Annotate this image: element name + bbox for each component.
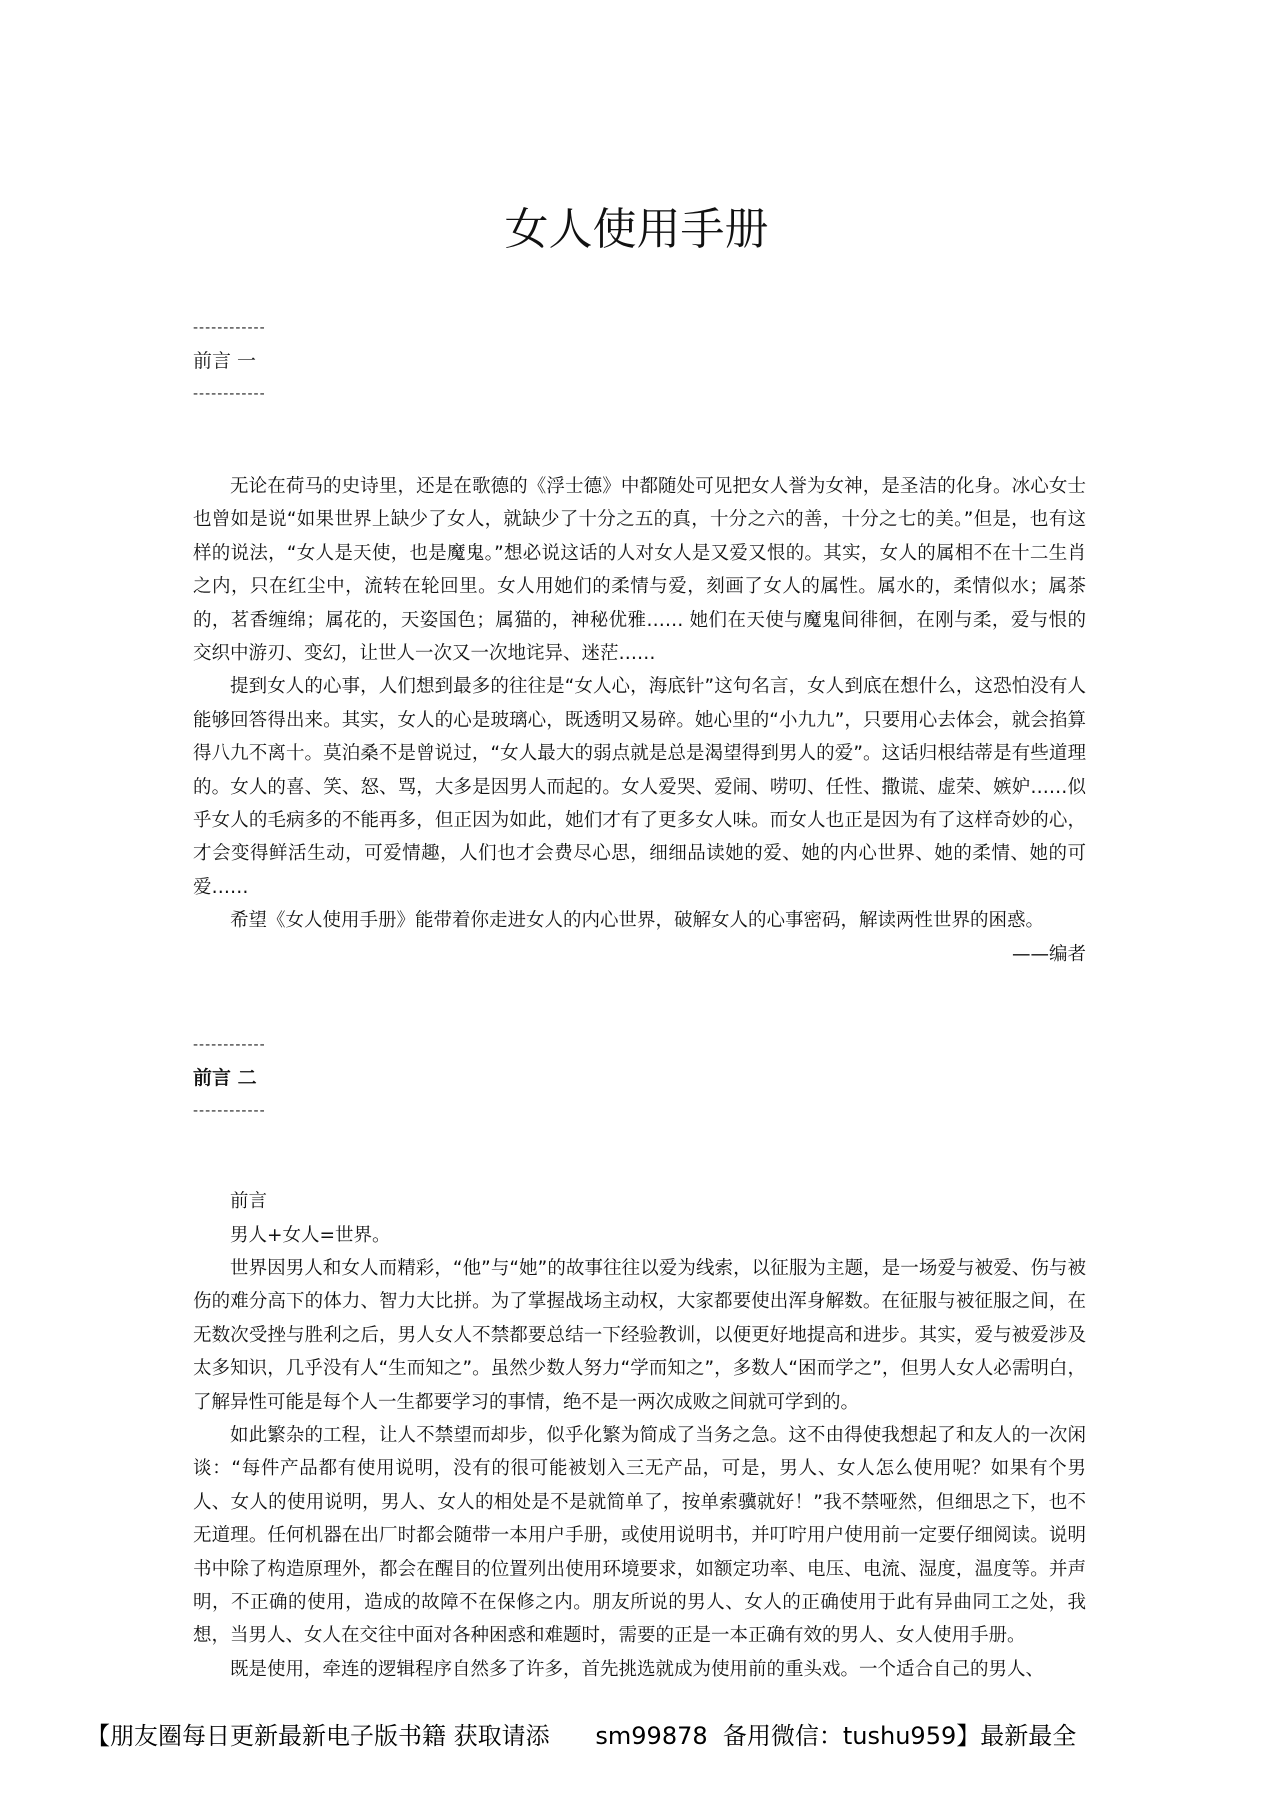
divider-bottom-1: ------------ xyxy=(193,386,266,402)
document-body xyxy=(193,312,1086,1686)
preface-1-signature: ——编者 xyxy=(1011,943,1086,965)
preface-2-heading: 前言 二 xyxy=(193,1067,257,1090)
preface-1-paragraph: 希望《女人使用手册》能带着你走进女人的内心世界，破解女人的心事密码，解读两性世界的困惑。 xyxy=(230,910,1045,932)
preface-1-paragraph: 无论在荷马的史诗里，还是在歌德的《浮士德》中都随处可见把女人誉为女神，是圣洁的化身。冰心女士也曾如是说“如果世界上缺少了女人，就缺少了十分之五的真，十分之六的善，十分之七的美。”但是，也有这样的说法，“女人是天使，也是魔鬼。”想必说这话的人对女人是又爱又恨的。其实，女人的属相不在十二生肖之内，只在红尘中，流转在轮回里。女人用她们的柔情与爱，刻画了女人的属性。属水的，柔情似水；属茶的，茗香缠绵；属花的，天姿国色；属猫的，神秘优雅…… 她们在天使与魔鬼间徘徊，在刚与柔，爱与恨的交织中游刃、变幻，让世人一次又一次地诧异、迷茫…… xyxy=(193,476,1086,665)
preface-1-heading: 前言 一 xyxy=(193,350,257,372)
footer-banner: 【朋友圈每日更新最新电子版书籍 获取请添 sm99878 备用微信：tushu959】最新最全 xyxy=(86,1722,1077,1750)
preface-1-paragraph: 提到女人的心事，人们想到最多的往往是“女人心，海底针”这句名言，女人到底在想什么，这恐怕没有人能够回答得出来。其实，女人的心是玻璃心，既透明又易碎。她心里的“小九九”，只要用心去体会，就会掐算得八九不离十。莫泊桑不是曾说过，“女人最大的弱点就是总是渴望得到男人的爱”。这话归根结蒂是有些道理的。女人的喜、笑、怒、骂，大多是因男人而起的。女人爱哭、爱闹、唠叨、任性、撒谎、虚荣、嫉妒……似乎女人的毛病多的不能再多，但正因为如此，她们才有了更多女人味。而女人也正是因为有了这样奇妙的心，才会变得鲜活生动，可爱情趣，人们也才会费尽心思，细细品读她的爱、她的内心世界、她的柔情、她的可爱…… xyxy=(193,676,1086,898)
divider-bottom-2: ------------ xyxy=(193,1103,266,1120)
divider-top-1: ------------ xyxy=(193,320,266,336)
book-title: 女人使用手册 xyxy=(504,204,769,255)
preface-2-paragraph: 如此繁杂的工程，让人不禁望而却步，似乎化繁为简成了当务之急。这不由得使我想起了和友人的一次闲谈：“每件产品都有使用说明，没有的很可能被划入三无产品，可是，男人、女人怎么使用呢？如果有个男人、女人的使用说明，男人、女人的相处是不是就简单了，按单索骥就好！”我不禁哑然，但细思之下，也不无道理。任何机器在出厂时都会随带一本用户手册，或使用说明书，并叮咛用户使用前一定要仔细阅读。说明书中除了构造原理外，都会在醒目的位置列出使用环境要求，如额定功率、电压、电流、湿度，温度等。并声明，不正确的使用，造成的故障不在保修之内。朋友所说的男人、女人的正确使用于此有异曲同工之处，我想，当男人、女人在交往中面对各种困惑和难题时，需要的正是一本正确有效的男人、女人使用手册。 xyxy=(193,1424,1086,1647)
preface-2-paragraph: 既是使用，牵连的逻辑程序自然多了许多，首先挑选就成为使用前的重头戏。一个适合自己的男人、 xyxy=(230,1658,1045,1680)
preface-2-paragraph: 前言 xyxy=(230,1191,268,1213)
preface-2-paragraph: 世界因男人和女人而精彩，“他”与“她”的故事往往以爱为线索，以征服为主题，是一场爱与被爱、伤与被伤的难分高下的体力、智力大比拼。为了掌握战场主动权，大家都要使出浑身解数。在征服与被征服之间，在无数次受挫与胜利之后，男人女人不禁都要总结一下经验教训，以便更好地提高和进步。其实，爱与被爱涉及太多知识，几乎没有人“生而知之”。虽然少数人努力“学而知之”，多数人“困而学之”，但男人女人必需明白，了解异性可能是每个人一生都要学习的事情，绝不是一两次成败之间就可学到的。 xyxy=(193,1257,1086,1413)
preface-2-paragraph: 男人+女人=世界。 xyxy=(230,1224,391,1246)
divider-top-2: ------------ xyxy=(193,1037,266,1054)
